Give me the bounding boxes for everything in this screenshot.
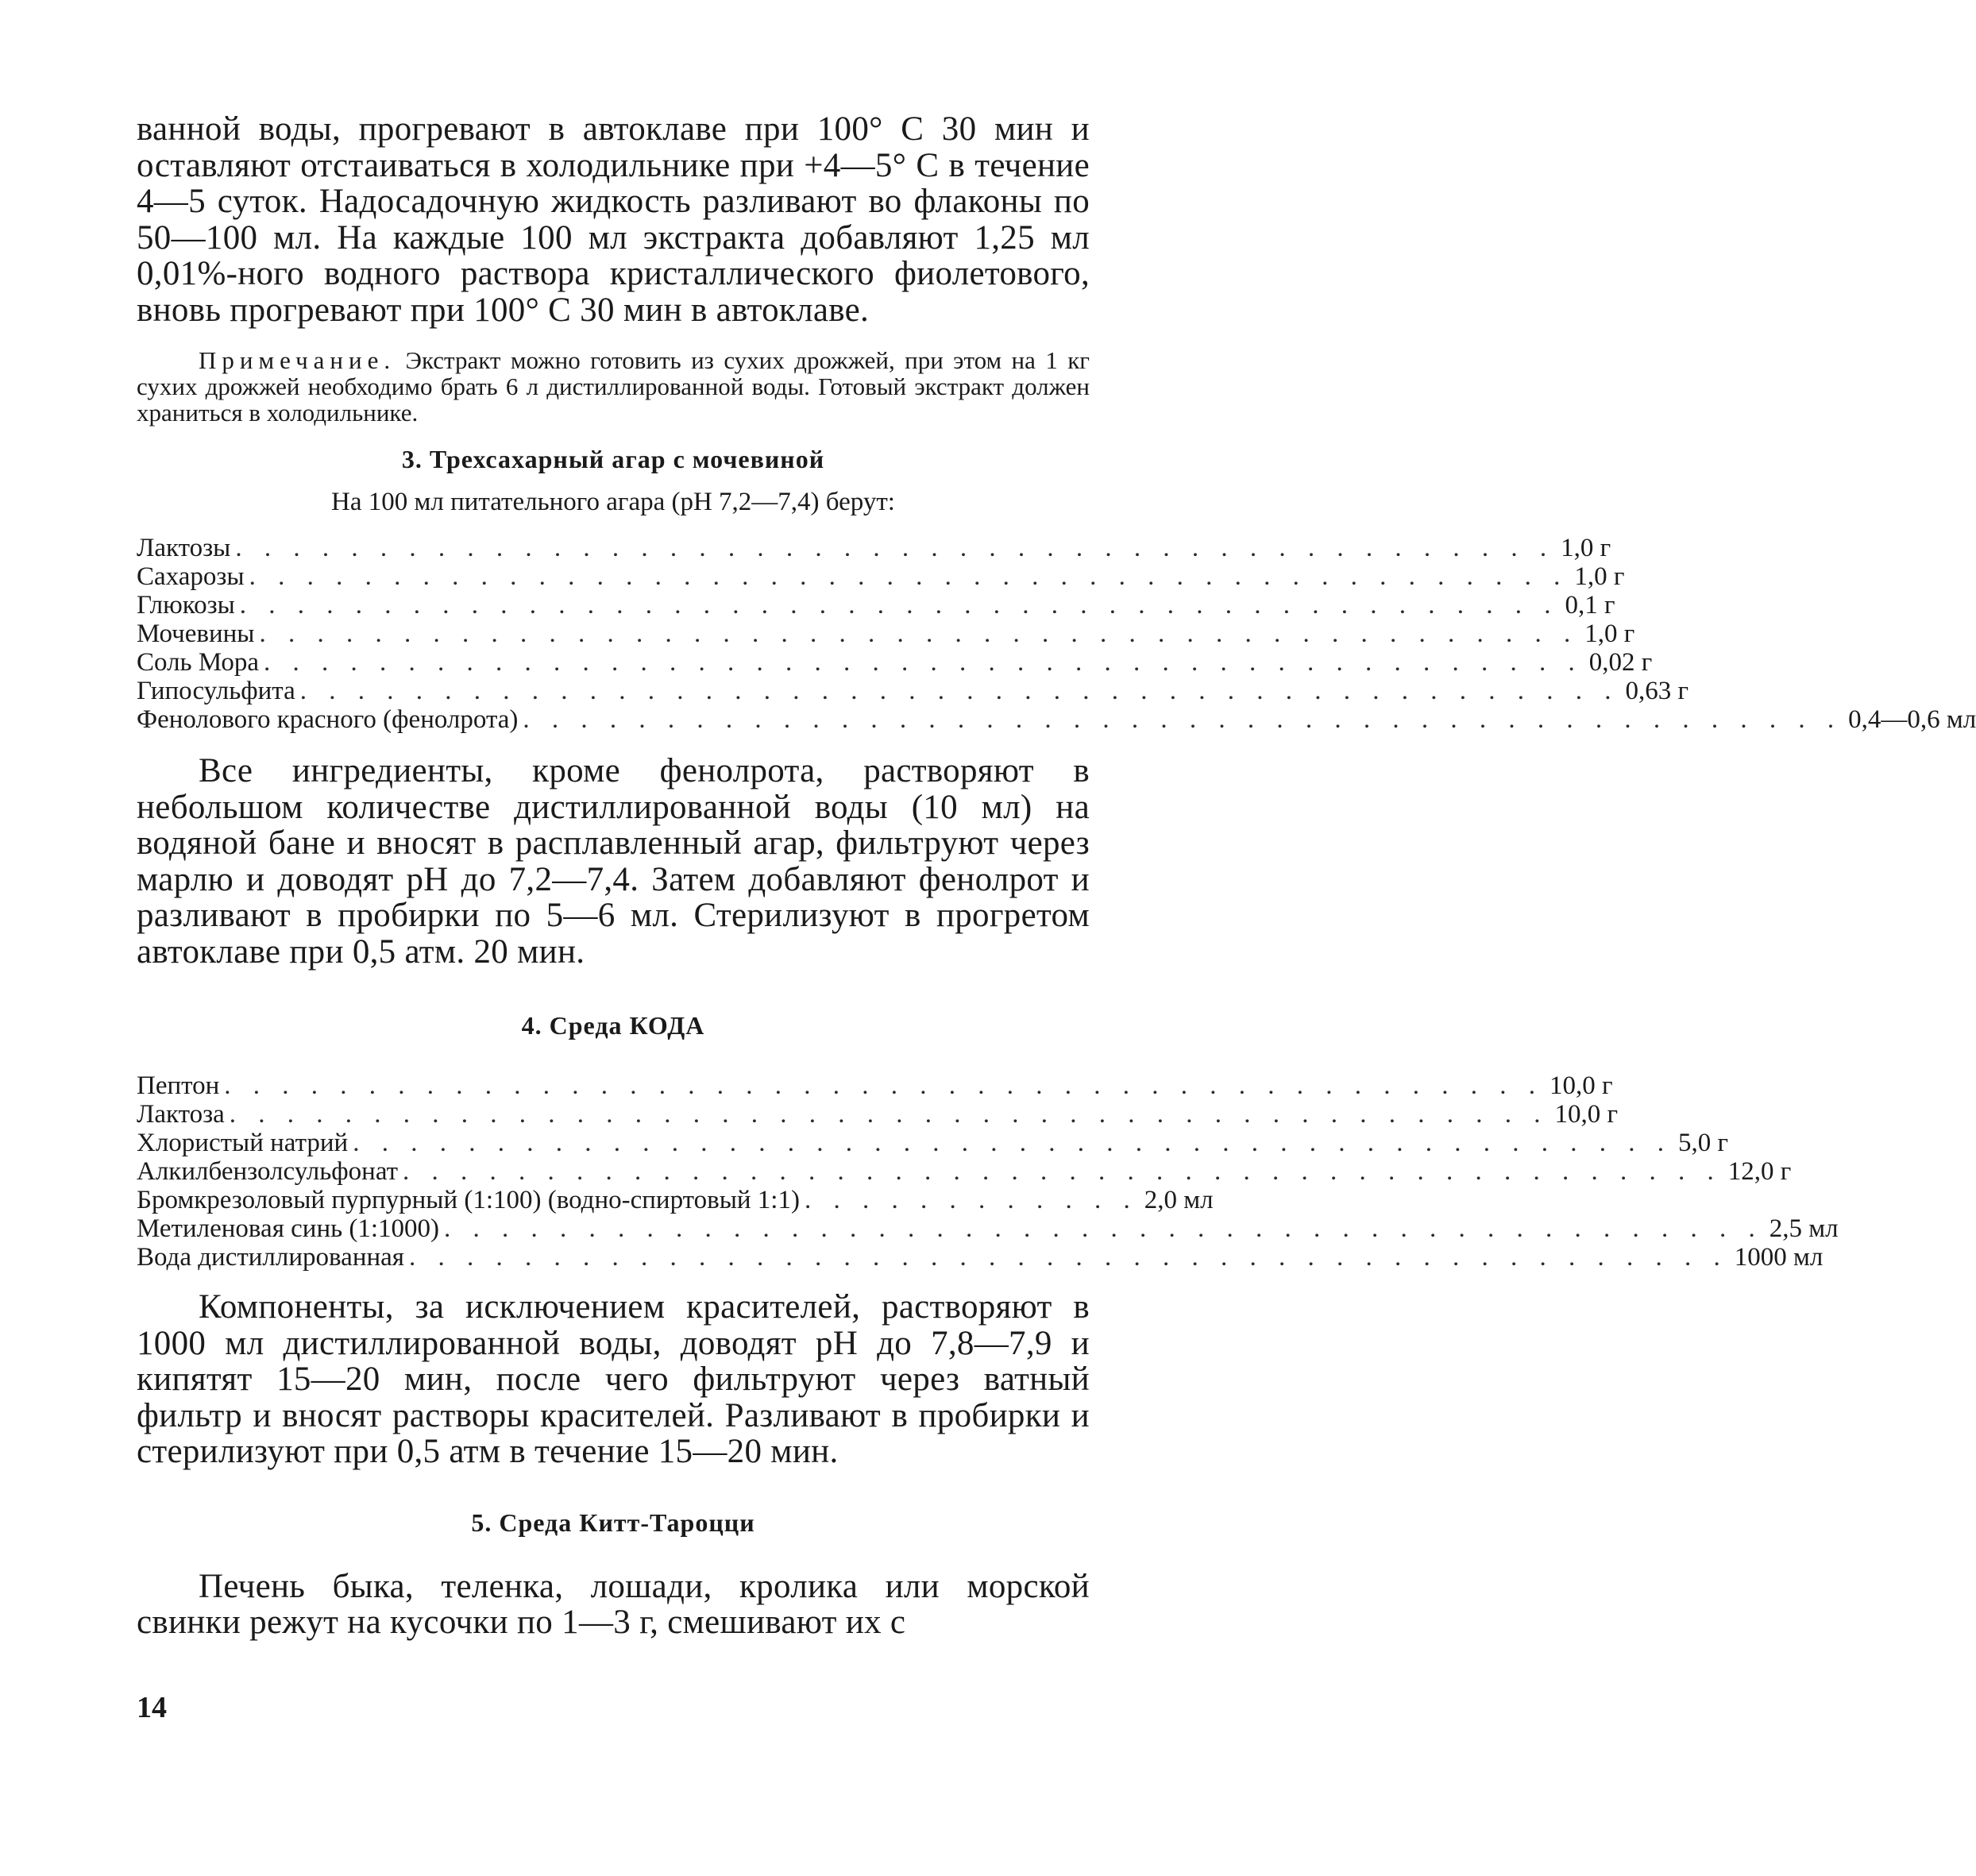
recipe-row bbox=[137, 705, 1976, 734]
ingredient-amount: 2,5 мл bbox=[1769, 1214, 1839, 1243]
leader-dots: . . . . . . . . . . . . bbox=[804, 1186, 1138, 1214]
leader-dots: . . . . . . . . . . . . . . . . . . . . . . . . . . . . . . . . . . . . . . . . . . . . . . bbox=[229, 1100, 1549, 1129]
ingredient-amount: 1000 мл bbox=[1734, 1243, 1824, 1272]
ingredient-amount: 2,0 мл bbox=[1144, 1186, 1214, 1214]
section-5-title: 5. Среда Китт-Тароцци bbox=[471, 1507, 755, 1537]
recipe-row bbox=[137, 562, 1625, 591]
leader-dots: . . . . . . . . . . . . . . . . . . . . . . . . . . . . . . . . . . . . . . . . . . . . . . bbox=[249, 562, 1569, 591]
ingredient-name: Глюкозы bbox=[137, 591, 235, 620]
note-text: Экстракт можно готовить из сухих дрожжей, при этом на 1 кг сухих дрожжей необходимо брать 6 л дистиллированной воды. Готовый экстракт должен храниться в холодильнике. bbox=[137, 346, 1090, 427]
ingredient-amount: 10,0 г bbox=[1550, 1071, 1613, 1100]
leader-dots: . . . . . . . . . . . . . . . . . . . . . . . . . . . . . . . . . . . . . . . . . . . . . . bbox=[235, 534, 1555, 562]
recipe-row bbox=[137, 1071, 1613, 1100]
section-5-paragraph: Печень быка, теленка, лошади, кролика или морской свинки режут на кусочки по 1—3 г, смешивают их с bbox=[137, 1567, 1090, 1641]
recipe-table-4 bbox=[137, 1071, 1839, 1272]
ingredient-amount: 1,0 г bbox=[1561, 534, 1611, 562]
section-4-title: 4. Среда КОДА bbox=[521, 1011, 705, 1040]
leader-dots: . . . . . . . . . . . . . . . . . . . . . . . . . . . . . . . . . . . . . . . . . . . . . . bbox=[299, 677, 1619, 705]
ingredient-name: Соль Мора bbox=[137, 648, 260, 677]
ingredient-name: Лактозы bbox=[137, 534, 231, 562]
section-3-paragraph: Все ингредиенты, кроме фенолрота, растворяют в небольшом количестве дистиллированной воды (10 мл) на водяной бане и вносят в расплавленный агар, фильтруют через марлю и доводят pH до 7,2—7,4. Затем добавляют фенолрот и разливают в пробирки по 5—6 мл. Стерилизуют в прогретом автоклаве при 0,5 атм. 20 мин. bbox=[137, 752, 1090, 971]
ingredient-name: Бромкрезоловый пурпурный (1:100) (водно-спиртовый 1:1) bbox=[137, 1186, 800, 1214]
recipe-row bbox=[137, 677, 1689, 705]
leader-dots: . . . . . . . . . . . . . . . . . . . . . . . . . . . . . . . . . . . . . . . . . . . . . . bbox=[353, 1129, 1672, 1157]
recipe-row bbox=[137, 648, 1653, 677]
ingredient-name: Вода дистиллированная bbox=[137, 1243, 404, 1272]
note-paragraph bbox=[137, 347, 1090, 426]
leader-dots: . . . . . . . . . . . . . . . . . . . . . . . . . . . . . . . . . . . . . . . . . . . . . . bbox=[224, 1071, 1544, 1100]
leader-dots: . . . . . . . . . . . . . . . . . . . . . . . . . . . . . . . . . . . . . . . . . . . . . . bbox=[259, 620, 1579, 648]
ingredient-name: Мочевины bbox=[137, 620, 255, 648]
recipe-row bbox=[137, 1157, 1792, 1186]
leader-dots: . . . . . . . . . . . . . . . . . . . . . . . . . . . . . . . . . . . . . . . . . . . . . . bbox=[239, 591, 1559, 620]
recipe-row bbox=[137, 1243, 1824, 1272]
leader-dots: . . . . . . . . . . . . . . . . . . . . . . . . . . . . . . . . . . . . . . . . . . . . . . bbox=[403, 1157, 1722, 1186]
recipe-row bbox=[137, 620, 1635, 648]
recipe-row bbox=[137, 1129, 1729, 1157]
recipe-row bbox=[137, 1186, 1214, 1214]
ingredient-amount: 1,0 г bbox=[1574, 562, 1625, 591]
ingredient-amount: 12,0 г bbox=[1727, 1157, 1792, 1186]
ingredient-name: Алкилбензолсульфонат bbox=[137, 1157, 399, 1186]
ingredient-name: Метиленовая синь (1:1000) bbox=[137, 1214, 440, 1243]
page-content bbox=[137, 110, 1976, 1641]
ingredient-amount: 0,1 г bbox=[1565, 591, 1615, 620]
recipe-row bbox=[137, 1214, 1839, 1243]
ingredient-name: Сахарозы bbox=[137, 562, 245, 591]
ingredient-amount: 1,0 г bbox=[1584, 620, 1635, 648]
section-3-subtitle: На 100 мл питательного агара (pH 7,2—7,4) берут: bbox=[331, 488, 895, 516]
ingredient-name: Пептон bbox=[137, 1071, 220, 1100]
ingredient-name: Лактоза bbox=[137, 1100, 225, 1129]
ingredient-amount: 10,0 г bbox=[1554, 1100, 1619, 1129]
recipe-table-3 bbox=[137, 534, 1976, 734]
recipe-row bbox=[137, 534, 1611, 562]
section-3-title: 3. Трехсахарный агар с мочевиной bbox=[401, 445, 825, 473]
leader-dots: . . . . . . . . . . . . . . . . . . . . . . . . . . . . . . . . . . . . . . . . . . . . . . bbox=[444, 1214, 1763, 1243]
ingredient-amount: 5,0 г bbox=[1677, 1129, 1729, 1157]
leader-dots: . . . . . . . . . . . . . . . . . . . . . . . . . . . . . . . . . . . . . . . . . . . . . . bbox=[408, 1243, 1728, 1272]
leader-dots: . . . . . . . . . . . . . . . . . . . . . . . . . . . . . . . . . . . . . . . . . . . . . . bbox=[523, 705, 1843, 734]
ingredient-name: Фенолового красного (фенолрота) bbox=[137, 705, 519, 734]
leader-dots: . . . . . . . . . . . . . . . . . . . . . . . . . . . . . . . . . . . . . . . . . . . . . . bbox=[264, 648, 1583, 677]
recipe-row bbox=[137, 591, 1615, 620]
ingredient-amount: 0,4—0,6 мл bbox=[1848, 705, 1976, 734]
ingredient-name: Гипосульфита bbox=[137, 677, 295, 705]
note-label: Примечание. bbox=[199, 346, 396, 374]
ingredient-amount: 0,63 г bbox=[1625, 677, 1689, 705]
section-4-paragraph: Компоненты, за исключением красителей, растворяют в 1000 мл дистиллированной воды, доводят pH до 7,8—7,9 и кипятят 15—20 мин, после чего фильтруют через ватный фильтр и вносят растворы красителей. Разливают в пробирки и стерилизуют при 0,5 атм в течение 15—20 мин. bbox=[137, 1288, 1090, 1470]
ingredient-name: Хлористый натрий bbox=[137, 1129, 349, 1157]
ingredient-amount: 0,02 г bbox=[1588, 648, 1653, 677]
intro-paragraph: ванной воды, прогревают в автоклаве при 100° С 30 мин и оставляют отстаиваться в холодильнике при +4—5° С в течение 4—5 суток. Надосадочную жидкость разливают во флаконы по 50—100 мл. На каждые 100 мл экстракта добавляют 1,25 мл 0,01%-ного водного раствора кристаллического фиолетового, вновь прогревают при 100° С 30 мин в автоклаве. bbox=[137, 110, 1090, 329]
recipe-row bbox=[137, 1100, 1619, 1129]
page-number: 14 bbox=[137, 1691, 167, 1724]
